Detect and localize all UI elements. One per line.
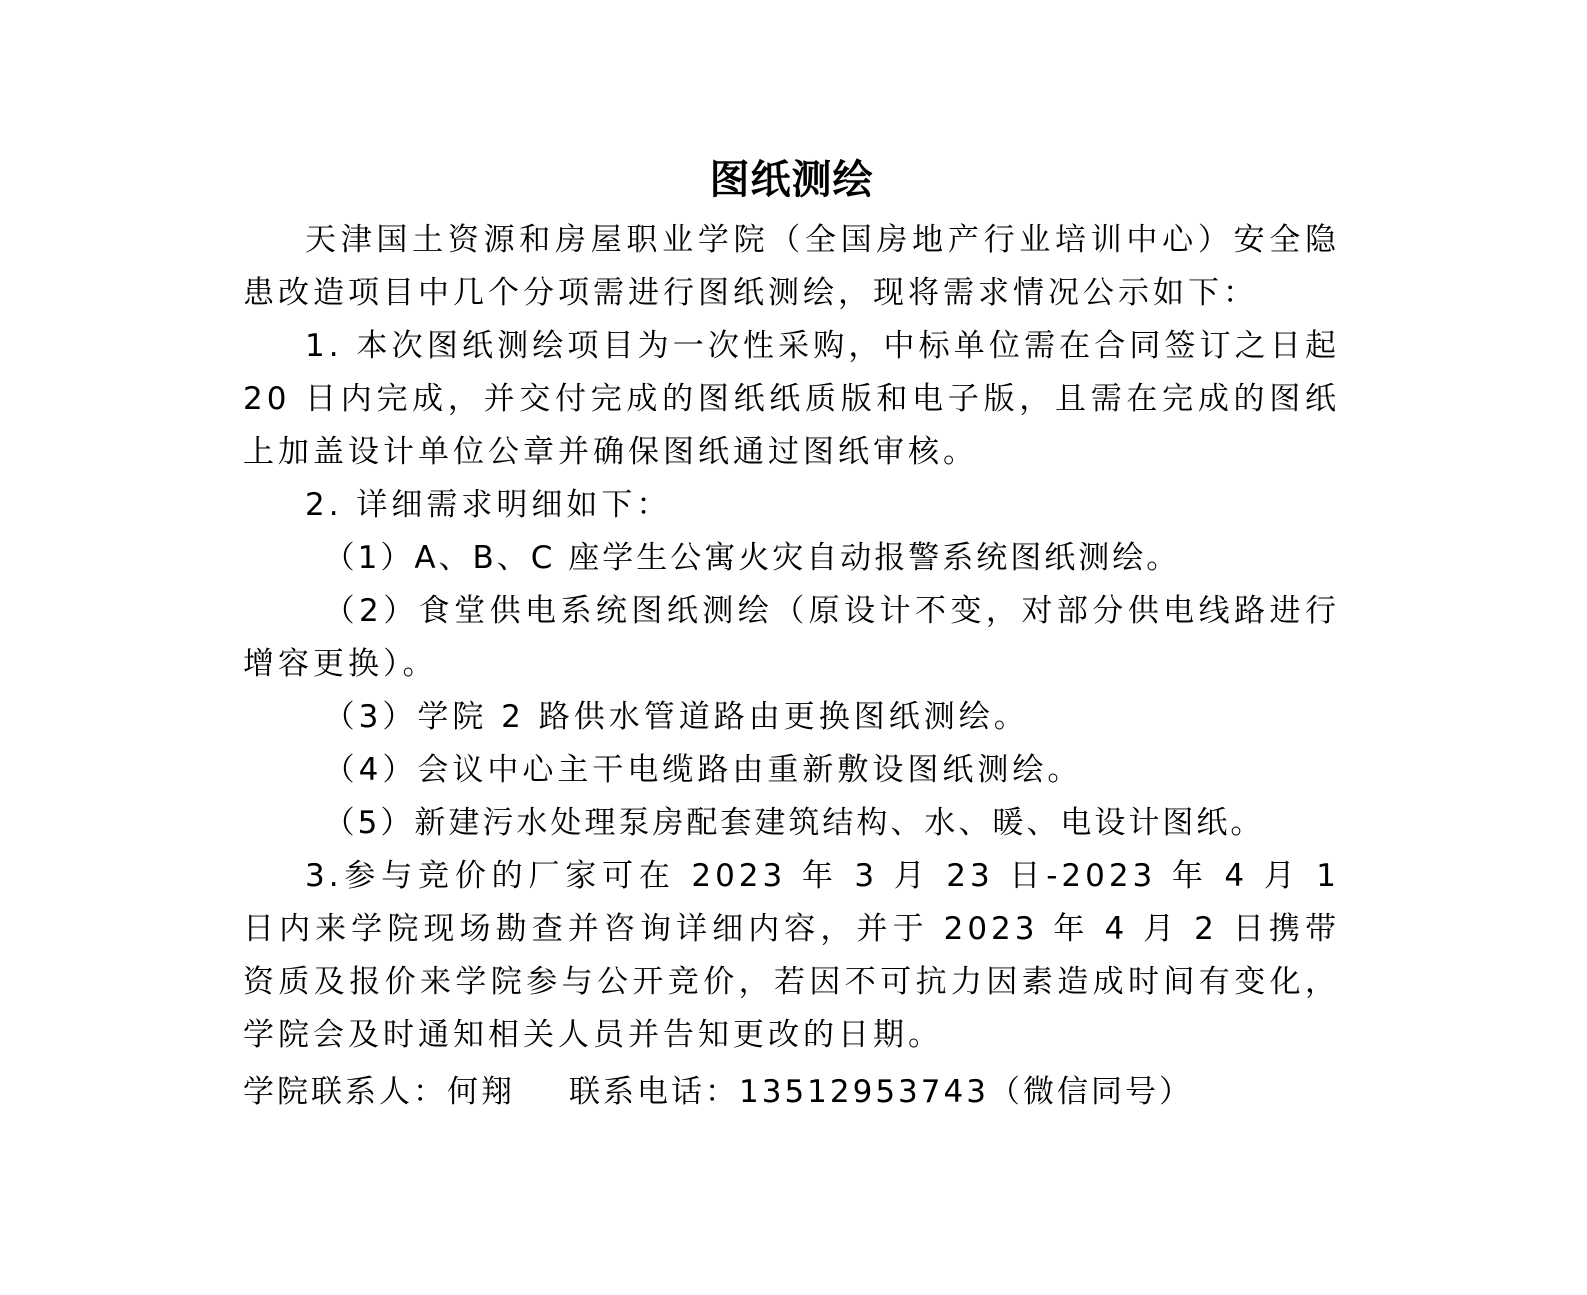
notice-document bbox=[243, 150, 1340, 1119]
contact-phone-note: （微信同号） bbox=[988, 1074, 1193, 1110]
page-title: 图纸测绘 bbox=[709, 157, 874, 203]
contact-person-name: 何翔 bbox=[447, 1074, 515, 1110]
contact-phone-label: 联系电话： bbox=[569, 1074, 739, 1110]
list-item-4: （4）会议中心主干电缆路由重新敷设图纸测绘。 bbox=[323, 752, 1083, 788]
contact-phone-number: 13512953743 bbox=[739, 1074, 989, 1110]
intro-paragraph: 天津国土资源和房屋职业学院（全国房地产行业培训中心）安全隐患改造项目中几个分项需进行图纸测绘，现将需求情况公示如下： bbox=[243, 222, 1340, 311]
contact-person-label: 学院联系人： bbox=[243, 1074, 447, 1110]
list-item-5: （5）新建污水处理泵房配套建筑结构、水、暖、电设计图纸。 bbox=[323, 805, 1265, 841]
requirement-3-paragraph: 3.参与竞价的厂家可在 2023 年 3 月 23 日-2023 年 4 月 1 日内来学院现场勘查并咨询详细内容，并于 2023 年 4 月 2 日携带资质及报价来学院参与公开竞价，若因不可抗力因素造成时间有变化，学院会及时通知相关人员并告知更改的日期。 bbox=[243, 858, 1340, 1053]
list-item-3: （3）学院 2 路供水管道路由更换图纸测绘。 bbox=[323, 699, 1029, 735]
requirement-2-heading: 2. 详细需求明细如下： bbox=[305, 487, 672, 523]
list-item-2: （2）食堂供电系统图纸测绘（原设计不变，对部分供电线路进行增容更换）。 bbox=[243, 593, 1340, 682]
contact-line bbox=[243, 1066, 1340, 1119]
list-item-1: （1）A、B、C 座学生公寓火灾自动报警系统图纸测绘。 bbox=[323, 540, 1181, 576]
requirement-1-paragraph: 1. 本次图纸测绘项目为一次性采购，中标单位需在合同签订之日起 20 日内完成，并交付完成的图纸纸质版和电子版，且需在完成的图纸上加盖设计单位公章并确保图纸通过图纸审核。 bbox=[243, 328, 1340, 470]
